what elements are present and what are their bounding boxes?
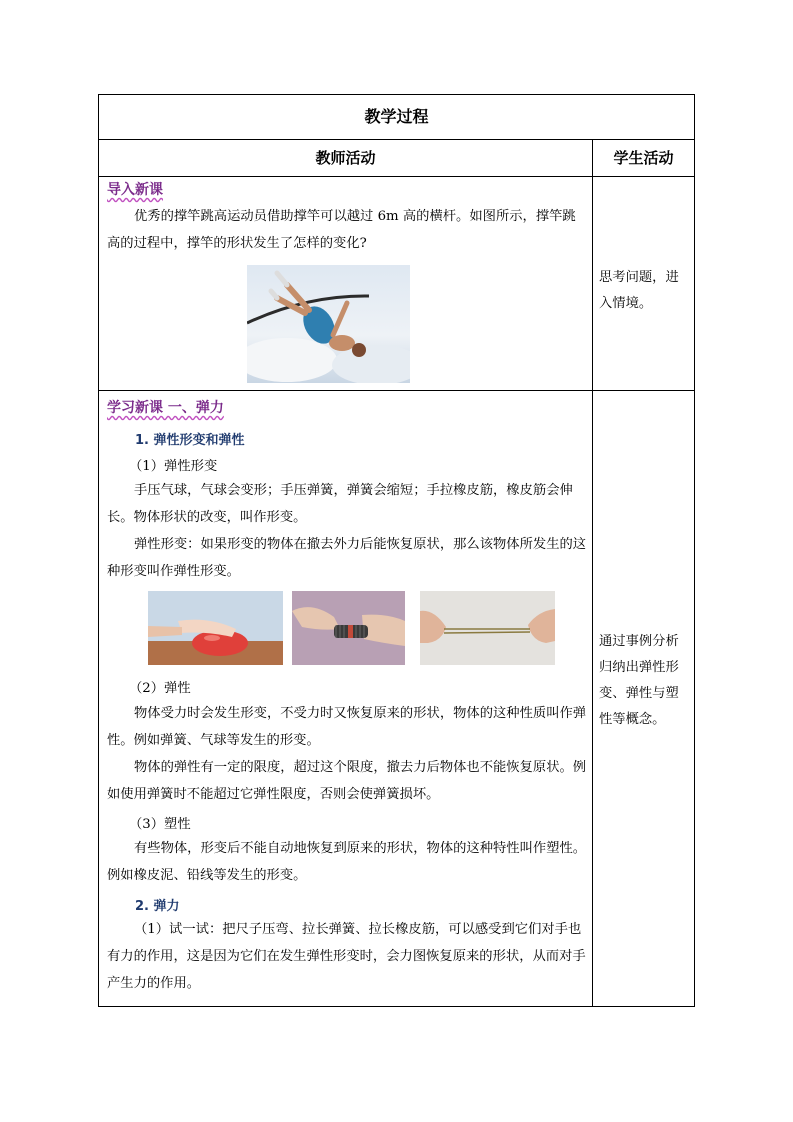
intro-text: 优秀的撑竿跳高运动员借助撑竿可以越过 6m 高的横杆。如图所示，撑竿跳高的过程中，撑竿的形状发生了怎样的变化?: [107, 209, 576, 251]
paragraph-elasticity: 物体受力时会发生形变，不受力时又恢复原来的形状，物体的这种性质叫作弹性。例如弹簧、气球等发生的形变。: [107, 706, 587, 748]
item-elasticity: （2）弹性: [129, 681, 191, 696]
intro-student-activity: 思考问题，进入情境。: [599, 270, 679, 311]
paragraph-elastic-limit: 物体的弹性有一定的限度，超过这个限度，撤去力后物体也不能恢复原状。例如使用弹簧时不能超过它弹性限度，否则会使弹簧损坏。: [107, 760, 587, 802]
rubber-band-photo: [420, 591, 555, 665]
lesson-student-activity: 通过事例分析归纳出弹性形变、弹性与塑性等概念。: [599, 634, 679, 727]
subheading-elastic-force: 2. 弹力: [135, 899, 180, 914]
paragraph-elastic-deformation: 弹性形变：如果形变的物体在撤去外力后能恢复原状，那么该物体所发生的这种形变叫作弹性形变。: [107, 537, 587, 579]
item-elastic-deformation: （1）弹性形变: [129, 459, 218, 474]
intro-heading: 导入新课: [107, 182, 163, 198]
balloon-photo: [148, 591, 283, 665]
teaching-process-table: [98, 94, 695, 1007]
subheading-elastic-deformation: 1. 弹性形变和弹性: [135, 433, 245, 448]
paragraph-try-it: （1）试一试：把尺子压弯、拉长弹簧、拉长橡皮筋，可以感受到它们对手也有力的作用，这是因为它们在发生弹性形变时，会力图恢复原来的形状，从而对手产生力的作用。: [107, 922, 586, 991]
teacher-column-header: 教师活动: [315, 149, 376, 167]
paragraph-deformation: 手压气球，气球会变形；手压弹簧，弹簧会缩短；手拉橡皮筋，橡皮筋会伸长。物体形状的改变，叫作形变。: [107, 483, 573, 525]
paragraph-plasticity: 有些物体，形变后不能自动地恢复到原来的形状，物体的这种特性叫作塑性。例如橡皮泥、铅线等发生的形变。: [107, 841, 587, 883]
spring-photo: [292, 591, 405, 665]
row-divider: [99, 390, 694, 391]
column-divider: [592, 140, 593, 1006]
lesson-heading: 学习新课 一、弹力: [107, 400, 224, 416]
student-column-header: 学生活动: [613, 149, 674, 167]
table-title: 教学过程: [364, 107, 429, 126]
pole-vault-photo: [247, 265, 410, 383]
item-plasticity: （3）塑性: [129, 817, 191, 832]
header-divider: [99, 176, 694, 177]
